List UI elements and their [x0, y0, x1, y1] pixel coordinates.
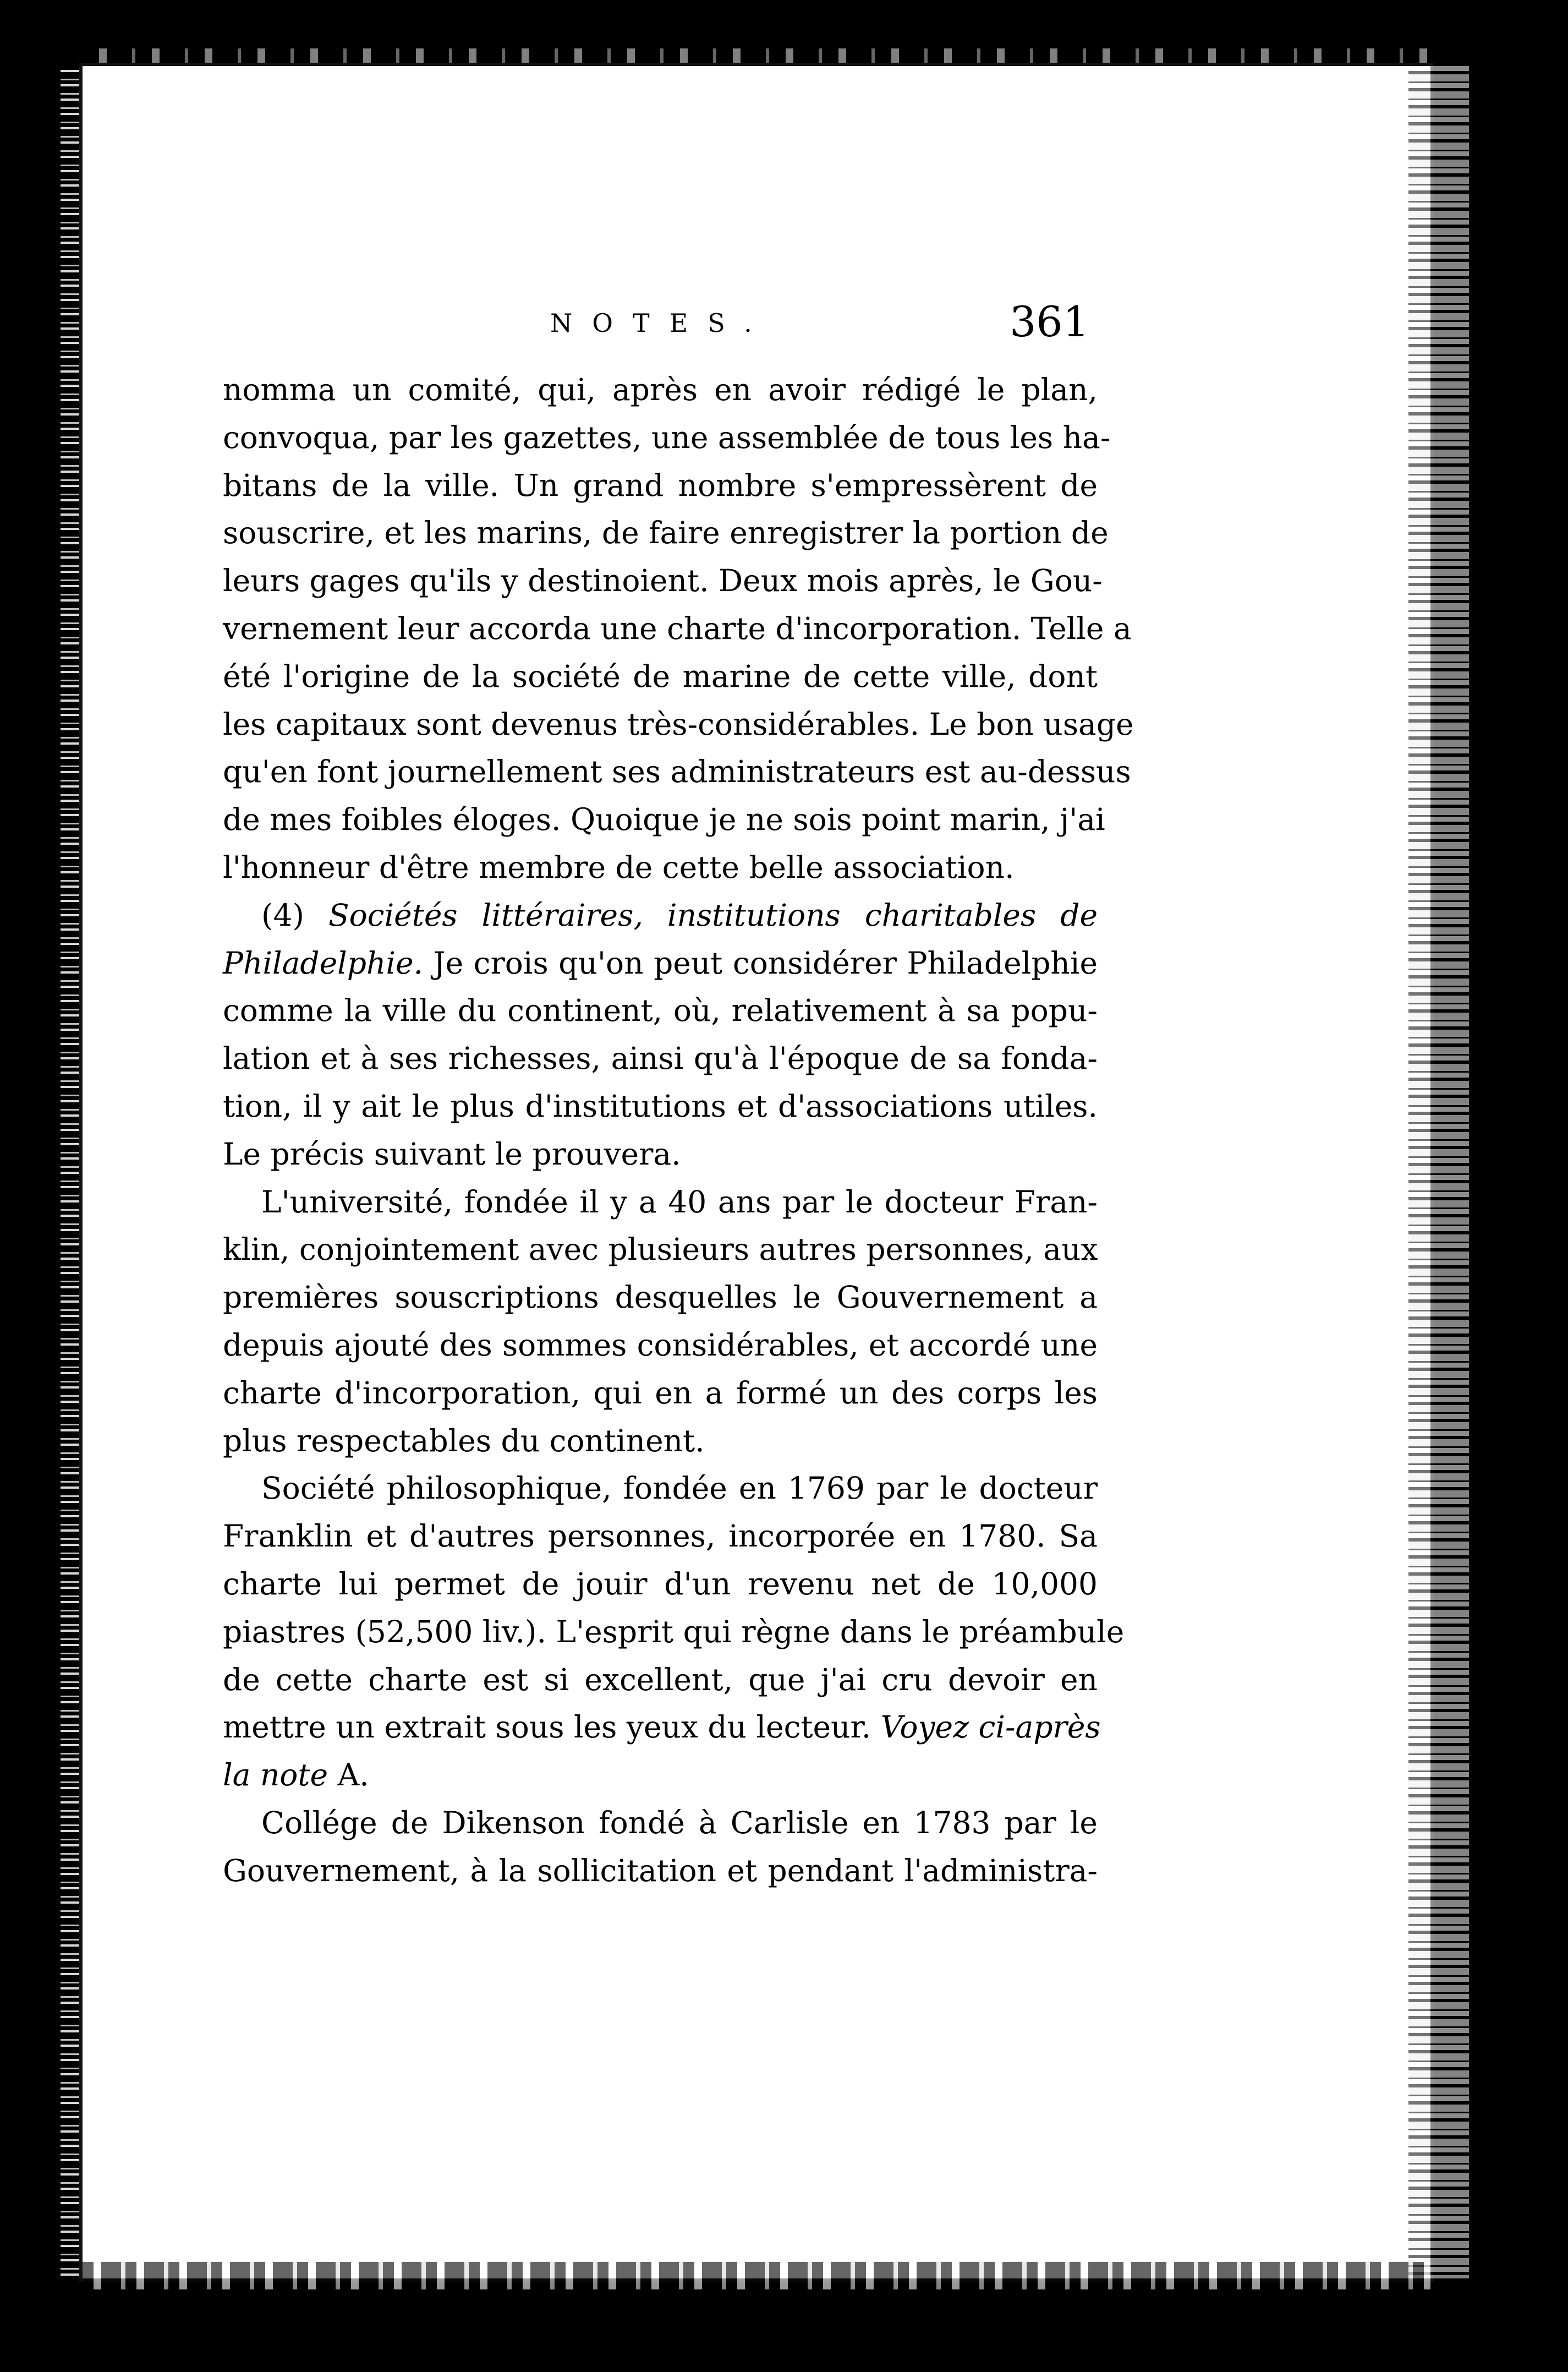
- text-line: L'université, fondée il y a 40 ans par le docteur Fran-: [261, 1184, 1098, 1220]
- page-header: [220, 297, 1089, 352]
- text-line: convoqua, par les gazettes, une assemblée de tous les ha-: [223, 419, 1111, 455]
- text-line: l'honneur d'être membre de cette belle association.: [223, 849, 1015, 885]
- text-line: de mes foibles éloges. Quoique je ne sois point marin, j'ai: [223, 802, 1105, 838]
- note-4-heading-line-2: [223, 939, 1098, 987]
- text-line: plus respectables du continent.: [223, 1423, 705, 1458]
- text-line: été l'origine de la société de marine de cette ville, dont: [223, 658, 1098, 694]
- note-4-title: Sociétés littéraires, institutions charitables de: [328, 897, 1098, 933]
- text-line: comme la ville du continent, où, relativement à sa popu-: [223, 993, 1098, 1029]
- text-line: piastres (52,500 liv.). L'esprit qui règne dans le préambule: [223, 1614, 1125, 1649]
- text-line: Société philosophique, fondée en 1769 par le docteur: [261, 1471, 1098, 1506]
- reference-line: [223, 1703, 1101, 1751]
- text-line: lation et à ses richesses, ainsi qu'à l'époque de sa fonda-: [223, 1041, 1098, 1076]
- reference-text: mettre un extrait sous les yeux du lecteur.: [223, 1709, 871, 1745]
- reference-italic: Voyez ci-après: [880, 1709, 1101, 1745]
- text-line: leurs gages qu'ils y destinoient. Deux mois après, le Gou-: [223, 563, 1103, 599]
- text-line: charte d'incorporation, qui en a formé un des corps les: [223, 1375, 1098, 1411]
- text-line: premières souscriptions desquelles le Gouvernement a: [223, 1280, 1098, 1315]
- text-line: qu'en font journellement ses administrateurs est au-dessus: [223, 754, 1131, 790]
- text-line: depuis ajouté des sommes considérables, et accordé une: [223, 1327, 1098, 1363]
- text-line: Le précis suivant le prouvera.: [223, 1136, 681, 1172]
- page-edge-bottom: [83, 2262, 1430, 2289]
- note-4-text-start: Je crois qu'on peut considérer Philadelphie: [433, 945, 1098, 981]
- note-4-heading-line: [223, 892, 1098, 939]
- note-a-letter: A.: [337, 1757, 369, 1793]
- text-line: vernement leur accorda une charte d'incorporation. Telle a: [223, 610, 1132, 646]
- text-line: bitans de la ville. Un grand nombre s'empressèrent de: [223, 467, 1098, 503]
- body-text: [223, 366, 1134, 1895]
- text-line: souscrire, et les marins, de faire enregistrer la portion de: [223, 515, 1109, 551]
- note-number: (4): [261, 897, 304, 933]
- note-a-line: [223, 1751, 1098, 1799]
- text-line: charte lui permet de jouir d'un revenu net de 10,000: [223, 1566, 1098, 1602]
- text-line: klin, conjointement avec plusieurs autres personnes, aux: [223, 1232, 1098, 1267]
- page-number: 361: [1009, 297, 1089, 346]
- text-line: de cette charte est si excellent, que j'ai cru devoir en: [223, 1662, 1098, 1697]
- note-a-italic: la note: [223, 1757, 328, 1793]
- text-line: Collége de Dikenson fondé à Carlisle en 1783 par le: [261, 1805, 1098, 1840]
- text-line: les capitaux sont devenus très-considérables. Le bon usage: [223, 706, 1134, 742]
- note-4-title-end: Philadelphie.: [223, 945, 423, 981]
- running-title: NOTES.: [550, 308, 772, 338]
- text-line: Gouvernement, à la sollicitation et pendant l'administra-: [223, 1852, 1098, 1888]
- page-edge-right: [1408, 66, 1469, 2278]
- text-line: tion, il y ait le plus d'institutions et d'associations utiles.: [223, 1088, 1098, 1124]
- text-line: Franklin et d'autres personnes, incorporée en 1780. Sa: [223, 1518, 1098, 1554]
- text-line: nomma un comité, qui, après en avoir rédigé le plan,: [223, 372, 1098, 407]
